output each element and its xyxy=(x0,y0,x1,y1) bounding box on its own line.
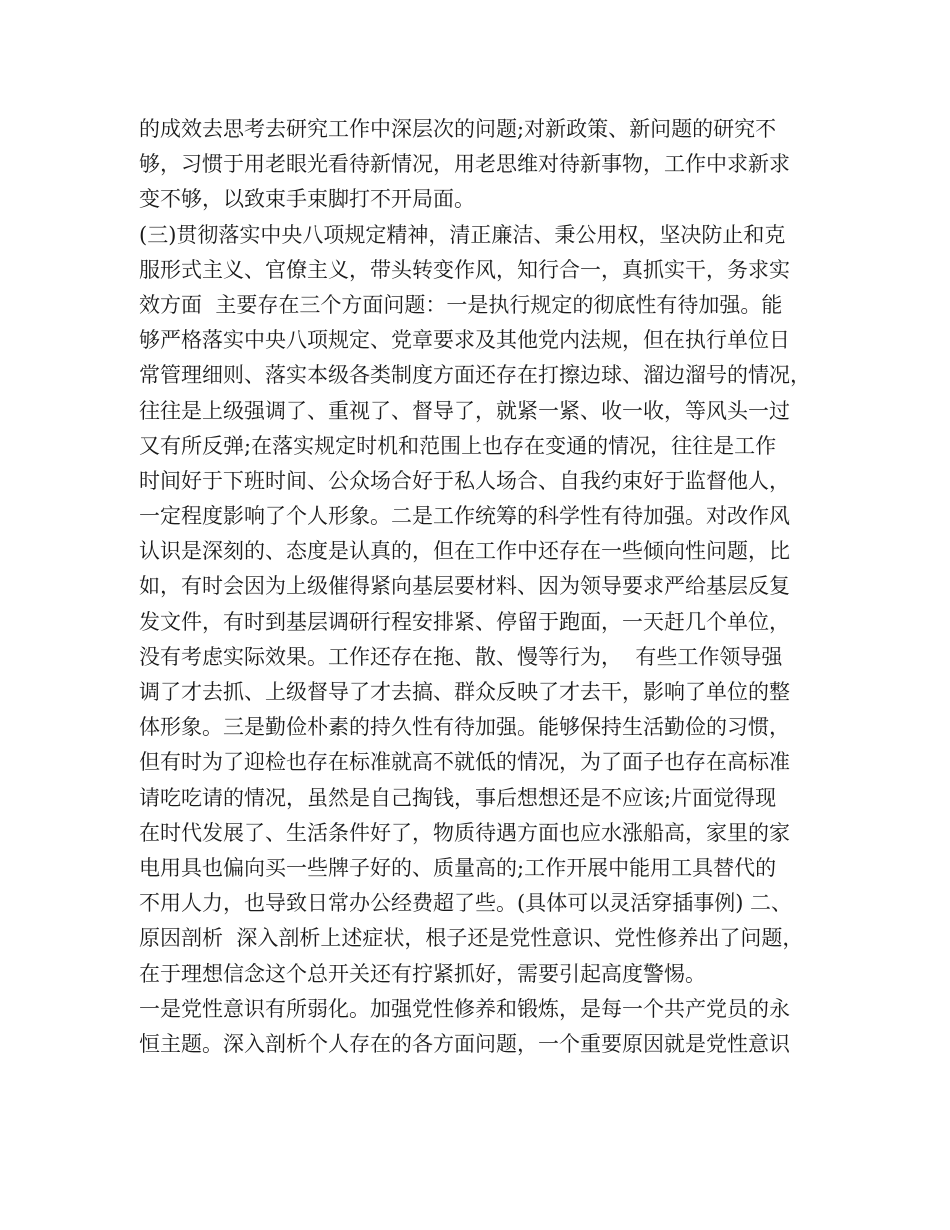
text-line: 发文件，有时到基层调研行程安排紧、停留于跑面，一天赶几个单位， xyxy=(139,609,790,634)
text-line: 但有时为了迎检也存在标准就高不就低的情况，为了面子也存在高标准 xyxy=(139,750,790,775)
text-line: 一定程度影响了个人形象。二是工作统筹的科学性有待加强。对改作风 xyxy=(139,504,790,529)
text-line: 认识是深刻的、态度是认真的，但在工作中还存在一些倾向性问题，比 xyxy=(139,539,790,564)
text-line: 如，有时会因为上级催得紧向基层要材料、因为领导要求严给基层反复 xyxy=(139,574,790,599)
text-line: 不用人力，也导致日常办公经费超了些。(具体可以灵活穿插事例) 二、 xyxy=(139,891,793,916)
text-line: 在于理想信念这个总开关还有拧紧抓好，需要引起高度警惕。 xyxy=(139,961,706,986)
text-line: 时间好于下班时间、公众场合好于私人场合、自我约束好于监督他人， xyxy=(139,468,790,493)
text-line: 变不够，以致束手束脚打不开局面。 xyxy=(139,187,475,212)
text-line: 的成效去思考去研究工作中深层次的问题;对新政策、新问题的研究不 xyxy=(139,117,777,141)
text-line: 请吃吃请的情况，虽然是自己掏钱，事后想想还是不应该;片面觉得现 xyxy=(139,785,777,810)
text-line: 又有所反弹;在落实规定时机和范围上也存在变通的情况，往往是工作 xyxy=(139,433,777,458)
text-line: (三)贯彻落实中央八项规定精神，清正廉洁、秉公用权，坚决防止和克 xyxy=(139,222,786,247)
text-line: 往往是上级强调了、重视了、督导了，就紧一紧、收一收，等风头一过 xyxy=(139,398,790,423)
text-line: 够，习惯于用老眼光看待新情况，用老思维对待新事物，工作中求新求 xyxy=(139,152,790,177)
text-line: 没有考虑实际效果。工作还存在拖、散、慢等行为， 有些工作领导强 xyxy=(139,644,783,669)
text-line: 够严格落实中央八项规定、党章要求及其他党内法规，但在执行单位日 xyxy=(139,328,790,353)
text-line: 原因剖析 深入剖析上述症状，根子还是党性意识、党性修养出了问题， xyxy=(139,926,804,951)
text-line: 电用具也偏向买一些牌子好的、质量高的;工作开展中能用工具替代的 xyxy=(139,855,777,880)
text-line: 在时代发展了、生活条件好了，物质待遇方面也应水涨船高，家里的家 xyxy=(139,820,790,845)
text-line: 常管理细则、落实本级各类制度方面还存在打擦边球、溜边溜号的情况， xyxy=(139,363,811,388)
text-line: 恒主题。深入剖析个人存在的各方面问题，一个重要原因就是党性意识 xyxy=(139,1031,790,1056)
text-line: 服形式主义、官僚主义，带头转变作风，知行合一，真抓实干，务求实 xyxy=(139,257,790,282)
body-text xyxy=(139,112,829,1062)
text-line: 一是党性意识有所弱化。加强党性修养和锻炼，是每一个共产党员的永 xyxy=(139,996,790,1021)
text-line: 调了才去抓、上级督导了才去搞、群众反映了才去干，影响了单位的整 xyxy=(139,680,790,704)
text-line: 效方面 主要存在三个方面问题：一是执行规定的彻底性有待加强。能 xyxy=(139,292,783,317)
text-line: 体形象。三是勤俭朴素的持久性有待加强。能够保持生活勤俭的习惯， xyxy=(139,715,790,740)
